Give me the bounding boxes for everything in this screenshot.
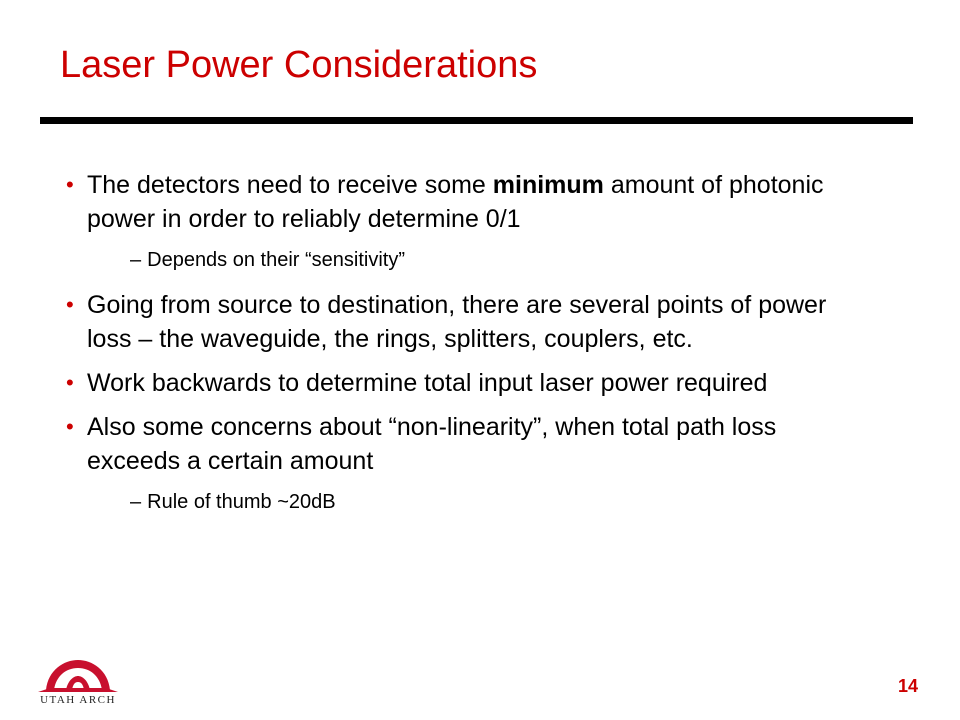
bullet-text: Work backwards to determine total input laser power required — [87, 369, 768, 397]
sub-bullet-marker: – — [130, 249, 142, 271]
bullet-text-start: The detectors need to receive some — [87, 171, 493, 199]
sub-bullet-marker: – — [130, 491, 142, 513]
bullet-marker: • — [66, 370, 74, 395]
sub-bullet-item — [62, 246, 862, 274]
title-divider — [40, 117, 913, 124]
sub-bullet-text: Rule of thumb ~20dB — [147, 491, 336, 513]
bullet-marker: • — [66, 414, 74, 439]
bullet-text-bold: minimum — [492, 171, 604, 199]
bullet-item — [62, 288, 862, 356]
logo-text: UTAH ARCH — [40, 694, 116, 706]
sub-bullet-text: Depends on their “sensitivity” — [147, 249, 406, 271]
bullet-text: Going from source to destination, there are several points of power loss – the waveguide, the rings, splitters, couplers, etc. — [87, 291, 827, 353]
bullet-list — [62, 168, 862, 530]
bullet-item — [62, 410, 862, 478]
bullet-item — [62, 366, 862, 400]
page-number: 14 — [898, 676, 919, 696]
bullet-marker: • — [66, 292, 74, 317]
bullet-text: Also some concerns about “non-linearity”, when total path loss exceeds a certain amount — [87, 413, 777, 475]
bullet-marker: • — [66, 172, 74, 197]
sub-bullet-item — [62, 488, 862, 516]
bullet-text-end: amount of photonic power in order to reliably determine 0/1 — [87, 171, 824, 233]
slide-title: Laser Power Considerations — [60, 44, 538, 86]
arch-icon — [46, 660, 110, 690]
bullet-item — [62, 168, 862, 236]
